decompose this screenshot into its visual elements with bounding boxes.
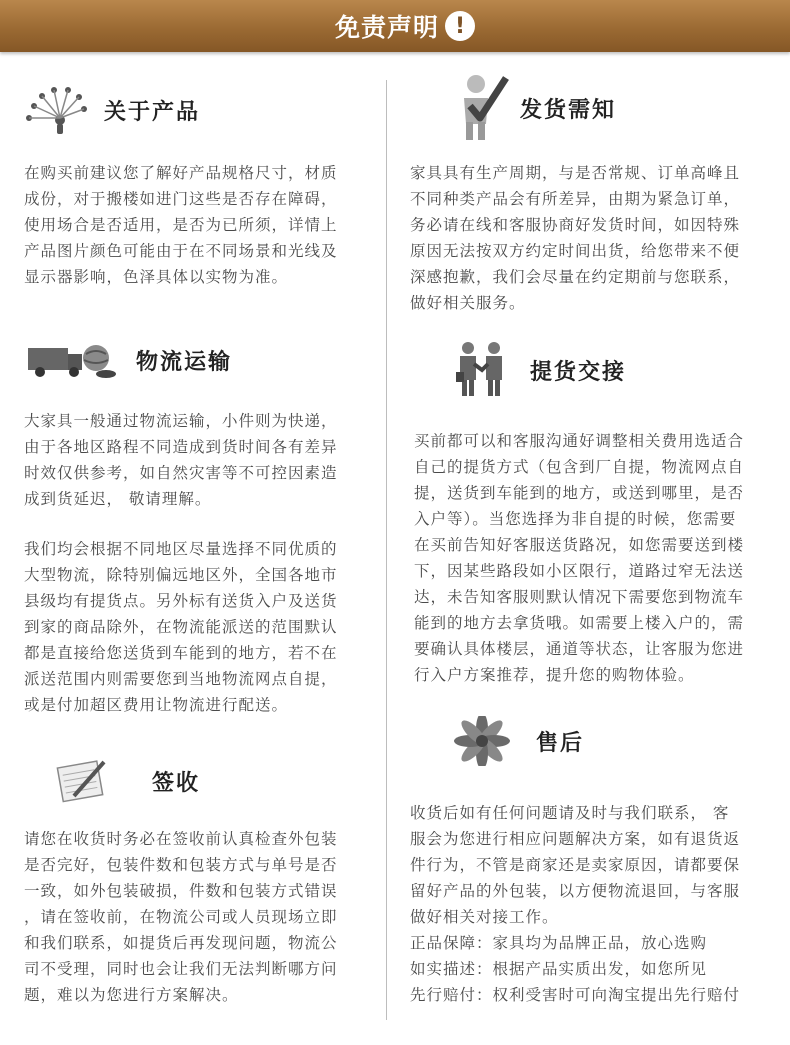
text-line: 我们均会根据不同地区尽量选择不同优质的 — [24, 540, 338, 558]
text-line: 由于各地区路程不同造成到货时间各有差异 — [24, 438, 338, 456]
text-line: 买前都可以和客服沟通好调整相关费用选适合 — [414, 432, 745, 450]
text-line: 入户等）。当您选择为非自提的时候，您需要 — [414, 510, 737, 528]
text-line: 都是直接给您送货到车能到的地方，若不在 — [24, 644, 338, 662]
text-line: 自己的提货方式（包含到厂自提，物流网点自 — [414, 458, 745, 476]
header-banner — [0, 0, 790, 52]
text-line: ，请在签收前，在物流公司或人员现场立即 — [24, 908, 338, 926]
section-shipping-header — [456, 72, 616, 144]
text-line: 或是付加超区费用让物流进行配送。 — [24, 696, 289, 714]
text-line: 留好产品的外包装，以方便物流退回，与客服 — [410, 882, 741, 900]
section-logistics-title: 物流运输 — [136, 349, 233, 375]
text-line: 先行赔付：权利受害时可向淘宝提出先行赔付 — [410, 986, 741, 1004]
text-line: 不同种类产品会有所差异，由期为紧急订单， — [410, 190, 741, 208]
text-line: 在买前告知好客服送货路况，如您需要送到楼 — [414, 536, 745, 554]
handshake-icon — [456, 340, 506, 400]
section-signing-header — [54, 756, 200, 806]
person-checkmark-icon — [456, 72, 510, 144]
text-line: 产品图片颜色可能由于在不同场景和光线及 — [24, 242, 338, 260]
text-line: 行入户方案推荐，提升您的购物体验。 — [414, 666, 695, 684]
text-line: 深感抱歉，我们会尽量在约定期前与您联系， — [410, 268, 741, 286]
notepad-pen-icon — [54, 756, 110, 806]
section-aftersale-text — [410, 800, 782, 1008]
text-line: 是否完好，包装件数和包装方式与单号是否 — [24, 856, 338, 874]
section-signing-title: 签收 — [152, 770, 201, 796]
text-line: 如实描述：根据产品实质出发，如您所见 — [410, 960, 708, 978]
text-line: 成份，对于搬楼如进门这些是否存在障碍， — [24, 190, 338, 208]
banner-title-group — [335, 9, 475, 43]
text-line: 和我们联系，如提货后再发现问题，物流公 — [24, 934, 338, 952]
text-line: 服会为您进行相应问题解决方案，如有退货返 — [410, 830, 741, 848]
text-line: 县级均有提货点。另外标有送货入户及送货 — [24, 592, 338, 610]
text-line: 一致，如外包装破损，件数和包装方式错误 — [24, 882, 338, 900]
text-line: 能到的地方去拿货哦。如需要上楼入户的，需 — [414, 614, 745, 632]
text-line: 在购买前建议您了解好产品规格尺寸，材质 — [24, 164, 338, 182]
section-logistics-text-1 — [24, 408, 374, 512]
section-shipping-title: 发货需知 — [520, 97, 617, 123]
column-divider — [386, 80, 387, 1020]
section-products-title: 关于产品 — [104, 99, 201, 125]
text-line: 件行为，不管是商家还是卖家原因，请都要保 — [410, 856, 741, 874]
text-line: 派送范围内则需要您到当地物流网点自提， — [24, 670, 338, 688]
flower-petals-icon — [454, 716, 510, 766]
text-line: 务必请在线和客服协商好发货时间，如因特殊 — [410, 216, 741, 234]
text-line: 使用场合是否适用，是否为已所须，详情上 — [24, 216, 338, 234]
text-line: 达，未告知客服则默认情况下需要您到物流车 — [414, 588, 745, 606]
section-shipping-text — [410, 160, 782, 316]
text-line: 题，难以为您进行方案解决。 — [24, 986, 239, 1004]
text-line: 大家具一般通过物流运输，小件则为快递， — [24, 412, 338, 430]
truck-globe-icon — [26, 340, 118, 380]
text-line: 提，送货到车能到的地方，或送到哪里，是否 — [414, 484, 745, 502]
text-line: 大型物流，除特别偏远地区外，全国各地市 — [24, 566, 338, 584]
banner-title: 免责声明 — [335, 13, 440, 42]
section-aftersale-header — [454, 716, 584, 766]
text-line: 收货后如有任何问题请及时与我们联系， 客 — [410, 804, 730, 822]
section-pickup-title: 提货交接 — [530, 359, 627, 385]
text-line: 请您在收货时务必在签收前认真检查外包装 — [24, 830, 338, 848]
section-aftersale-title: 售后 — [536, 730, 585, 756]
text-line: 显示器影响，色泽具体以实物为准。 — [24, 268, 289, 286]
exclamation-icon: ! — [445, 11, 475, 41]
text-line: 下，因某些路段如小区限行，道路过窄无法送 — [414, 562, 745, 580]
section-signing-text — [24, 826, 374, 1008]
text-line: 成到货延迟， 敬请理解。 — [24, 490, 212, 508]
people-network-icon — [24, 84, 88, 136]
section-logistics-text-2 — [24, 536, 374, 718]
text-line: 司不受理，同时也会让我们无法判断哪方问 — [24, 960, 338, 978]
section-products-text — [24, 160, 374, 290]
text-line: 要确认具体楼层，通道等状态，让客服为您进 — [414, 640, 745, 658]
section-logistics-header — [26, 340, 232, 380]
text-line: 到家的商品除外，在物流能派送的范围默认 — [24, 618, 338, 636]
text-line: 正品保障：家具均为品牌正品，放心选购 — [410, 934, 708, 952]
section-pickup-header — [456, 340, 626, 400]
text-line: 家具具有生产周期，与是否常规、订单高峰且 — [410, 164, 741, 182]
section-products-header — [24, 84, 200, 136]
text-line: 原因无法按双方约定时间出货，给您带来不便 — [410, 242, 741, 260]
section-pickup-text — [414, 428, 786, 688]
text-line: 做好相关对接工作。 — [410, 908, 559, 926]
text-line: 时效仅供参考，如自然灾害等不可控因素造 — [24, 464, 338, 482]
text-line: 做好相关服务。 — [410, 294, 526, 312]
